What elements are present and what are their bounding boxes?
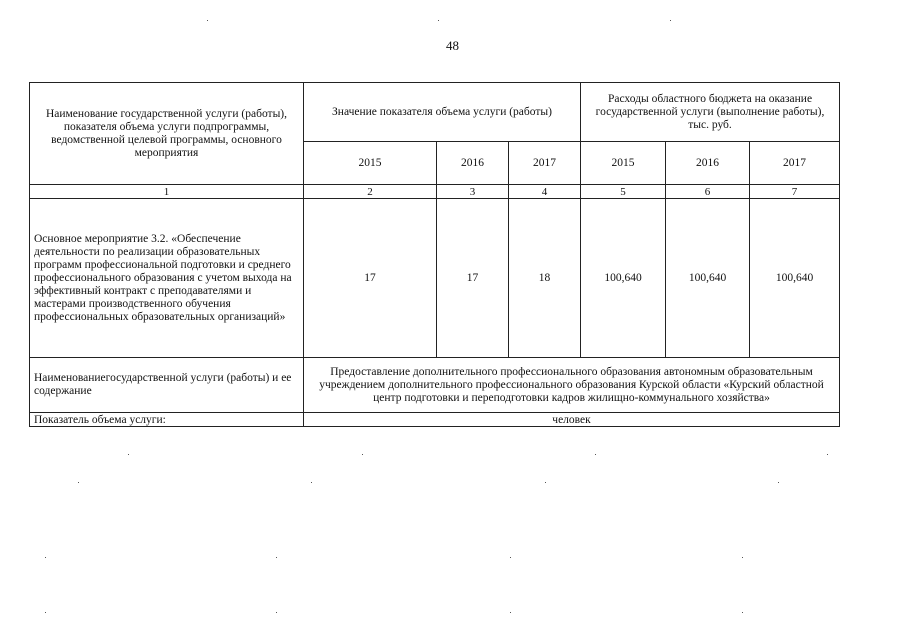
volume-value: 17 — [304, 199, 437, 358]
header-year: 2016 — [437, 142, 509, 185]
column-number: 1 — [30, 185, 304, 199]
header-service-name: Наименование государственной услуги (работы), показателя объема услуги подпрограммы, ведомственной целевой программы, основного мероприятия — [30, 83, 304, 185]
page-number: 48 — [446, 38, 459, 53]
service-label: Наименованиегосударственной услуги (работы) и ее содержание — [30, 358, 304, 413]
volume-value: 17 — [437, 199, 509, 358]
column-number: 4 — [509, 185, 581, 199]
activity-name: Основное мероприятие 3.2. «Обеспечение деятельности по реализации образовательных программ профессиональной подготовки и среднего профессионального образования с учетом выхода на эффективный контракт с преподавателями и мастерами производственного обучения профессиональных образовательных организаций» — [30, 199, 304, 358]
header-year: 2017 — [509, 142, 581, 185]
column-number: 2 — [304, 185, 437, 199]
header-year: 2015 — [581, 142, 666, 185]
column-number: 3 — [437, 185, 509, 199]
budget-table — [29, 82, 840, 427]
header-volume: Значение показателя объема услуги (работы) — [304, 83, 581, 142]
indicator-value: человек — [304, 413, 840, 427]
expense-value: 100,640 — [666, 199, 750, 358]
expense-value: 100,640 — [750, 199, 840, 358]
column-number: 6 — [666, 185, 750, 199]
indicator-label: Показатель объема услуги: — [30, 413, 304, 427]
expense-value: 100,640 — [581, 199, 666, 358]
table-row — [30, 199, 840, 358]
service-content: Предоставление дополнительного профессионального образования автономным образовательным учреждением дополнительного профессионального образования Курской области «Курский областной центр подготовки и переподготовки кадров жилищно-коммунального хозяйства» — [304, 358, 840, 413]
header-year: 2015 — [304, 142, 437, 185]
header-year: 2017 — [750, 142, 840, 185]
volume-value: 18 — [509, 199, 581, 358]
column-number: 7 — [750, 185, 840, 199]
column-number: 5 — [581, 185, 666, 199]
header-year: 2016 — [666, 142, 750, 185]
header-expenses: Расходы областного бюджета на оказание государственной услуги (выполнение работы), тыс. руб. — [581, 83, 840, 142]
